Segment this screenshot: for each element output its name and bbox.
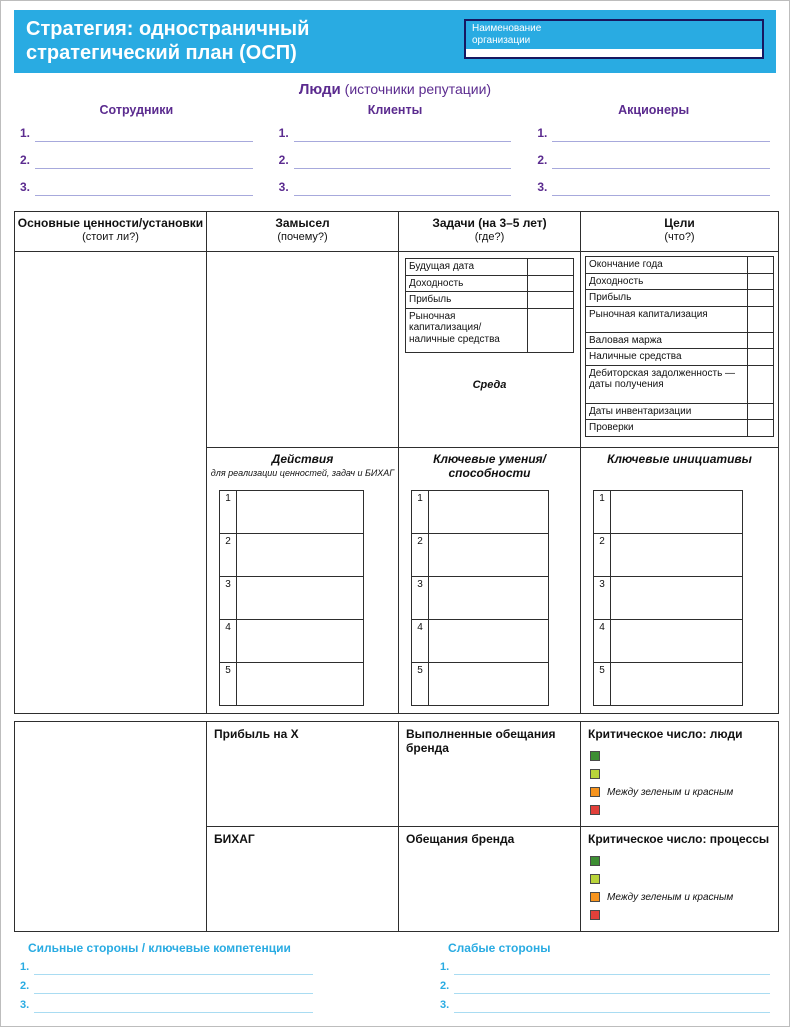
table-row — [412, 491, 549, 534]
kept-brand-promises-label: Выполненные обещания бренда — [406, 727, 556, 756]
line-number: 3. — [278, 180, 289, 194]
people-col-heading: Клиенты — [367, 103, 423, 117]
row-number: 3 — [412, 577, 429, 620]
table-row — [220, 491, 364, 534]
org-name-box — [464, 19, 764, 59]
row-number: 3 — [220, 577, 237, 620]
fill-in-line — [440, 999, 770, 1013]
table-row — [586, 349, 774, 366]
table-row — [594, 491, 743, 534]
target-label: Доходность — [406, 275, 528, 292]
people-col-employees — [20, 103, 253, 207]
fill-in-line — [440, 961, 770, 975]
targets-table — [405, 258, 574, 353]
skill-entry-cell[interactable] — [429, 534, 549, 577]
fill-in-line — [537, 153, 770, 169]
initiatives-area — [581, 448, 779, 714]
table-row — [594, 577, 743, 620]
table-row — [586, 365, 774, 403]
table-row — [586, 273, 774, 290]
target-value-cell[interactable] — [528, 259, 574, 276]
table-row — [586, 403, 774, 420]
action-entry-cell[interactable] — [237, 620, 364, 663]
table-row — [406, 308, 574, 352]
table-row — [412, 620, 549, 663]
blank-line[interactable] — [34, 980, 312, 994]
skill-entry-cell[interactable] — [429, 663, 549, 706]
metrics-grid — [14, 721, 779, 932]
traffic-note: Между зеленым и красным — [607, 891, 734, 903]
grid-header-row — [15, 212, 779, 252]
traffic-orange-icon — [590, 892, 600, 902]
col-subtitle: (стоит ли?) — [82, 230, 139, 243]
goal-value-cell[interactable] — [748, 306, 774, 332]
intent-area[interactable] — [207, 252, 399, 448]
goal-value-cell[interactable] — [748, 290, 774, 307]
col-title: Основные ценности/установки — [17, 216, 204, 230]
actions-heading — [207, 448, 398, 488]
strengths-heading: Сильные стороны / ключевые компетенции — [28, 941, 291, 955]
line-number: 2. — [278, 153, 289, 167]
initiatives-title: Ключевые инициативы — [607, 452, 752, 466]
blank-line[interactable] — [454, 961, 770, 975]
target-label: Будущая дата — [406, 259, 528, 276]
bhag-cell[interactable] — [207, 827, 399, 932]
fill-in-line — [20, 126, 253, 142]
core-values-area[interactable] — [15, 252, 207, 714]
blank-line[interactable] — [552, 126, 770, 142]
traffic-red-icon — [590, 910, 600, 920]
table-row — [412, 577, 549, 620]
line-number: 1. — [20, 961, 30, 973]
table-row — [594, 534, 743, 577]
skill-entry-cell[interactable] — [429, 577, 549, 620]
target-value-cell[interactable] — [528, 308, 574, 352]
skills-area — [399, 448, 581, 714]
line-number: 3. — [20, 180, 31, 194]
critical-number-process-label: Критическое число: процессы — [588, 832, 770, 846]
traffic-lights — [590, 852, 778, 924]
fill-in-line — [20, 153, 253, 169]
table-row — [586, 332, 774, 349]
brand-promises-label: Обещания бренда — [406, 832, 515, 846]
traffic-orange-icon — [590, 787, 600, 797]
col-title: Цели — [664, 216, 695, 230]
blank-line[interactable] — [454, 999, 770, 1013]
row-number: 5 — [412, 663, 429, 706]
traffic-light-green-icon — [590, 874, 600, 884]
line-number: 2. — [20, 980, 30, 992]
fill-in-line — [279, 180, 512, 196]
table-row — [586, 420, 774, 437]
goal-label: Дебиторская задолженность — даты получения — [586, 365, 748, 403]
metrics-blank-area[interactable] — [15, 722, 207, 932]
people-col-clients — [279, 103, 512, 207]
fill-in-line — [537, 180, 770, 196]
profit-per-x-cell[interactable] — [207, 722, 399, 827]
goal-label: Доходность — [586, 273, 748, 290]
goal-label: Даты инвентаризации — [586, 403, 748, 420]
table-row — [406, 259, 574, 276]
skills-heading — [399, 448, 580, 488]
goals-area — [581, 252, 779, 448]
action-entry-cell[interactable] — [237, 577, 364, 620]
col-subtitle: (что?) — [664, 230, 695, 243]
action-entry-cell[interactable] — [237, 491, 364, 534]
people-col-shareholders — [537, 103, 770, 207]
row-number: 4 — [412, 620, 429, 663]
traffic-lights — [590, 747, 778, 819]
goal-label: Проверки — [586, 420, 748, 437]
row-number: 1 — [412, 491, 429, 534]
target-label: Прибыль — [406, 292, 528, 309]
goal-label: Прибыль — [586, 290, 748, 307]
swot-section — [14, 941, 776, 1018]
skills-table — [411, 490, 549, 706]
brand-promises-cell[interactable] — [399, 827, 581, 932]
table-row — [220, 577, 364, 620]
fill-in-line — [279, 153, 512, 169]
traffic-red-icon — [590, 805, 600, 815]
blank-line[interactable] — [34, 961, 312, 975]
action-entry-cell[interactable] — [237, 534, 364, 577]
profit-per-x-label: Прибыль на X — [214, 727, 299, 741]
fill-in-line — [20, 980, 313, 994]
weaknesses-heading: Слабые стороны — [448, 941, 551, 955]
fill-in-line — [20, 180, 253, 196]
row-number: 5 — [220, 663, 237, 706]
goal-value-cell[interactable] — [748, 332, 774, 349]
line-number: 1. — [537, 126, 548, 140]
critical-number-people-cell — [581, 722, 779, 827]
goal-value-cell[interactable] — [748, 349, 774, 366]
target-label: Рыночная капитализация/ наличные средства — [406, 308, 528, 352]
row-number: 5 — [594, 663, 611, 706]
people-col-heading: Акционеры — [618, 103, 690, 117]
sandbox-label: Среда — [472, 378, 507, 391]
people-title-bold: Люди — [298, 81, 341, 98]
kept-brand-promises-cell[interactable] — [399, 722, 581, 827]
initiative-entry-cell[interactable] — [611, 534, 743, 577]
goal-label: Валовая маржа — [586, 332, 748, 349]
blank-line[interactable] — [35, 126, 253, 142]
table-row — [586, 306, 774, 332]
table-row — [220, 663, 364, 706]
header-bar — [14, 10, 776, 73]
org-name-input[interactable] — [466, 49, 762, 57]
row-number: 2 — [594, 534, 611, 577]
row-number: 1 — [594, 491, 611, 534]
line-number: 1. — [440, 961, 450, 973]
table-row — [412, 663, 549, 706]
critical-number-people-label: Критическое число: люди — [588, 727, 743, 741]
bhag-label: БИХАГ — [214, 832, 255, 846]
col-title: Замысел — [275, 216, 330, 230]
goal-value-cell[interactable] — [748, 420, 774, 437]
fill-in-line — [279, 126, 512, 142]
initiatives-table — [593, 490, 743, 706]
goals-table — [585, 256, 774, 437]
goal-label: Наличные средства — [586, 349, 748, 366]
table-row — [594, 620, 743, 663]
col-header-intent — [207, 212, 399, 252]
blank-line[interactable] — [294, 153, 512, 169]
goal-value-cell[interactable] — [748, 365, 774, 403]
table-row — [586, 290, 774, 307]
col-header-targets — [399, 212, 581, 252]
blank-line[interactable] — [552, 153, 770, 169]
target-value-cell[interactable] — [528, 275, 574, 292]
row-number: 2 — [220, 534, 237, 577]
col-subtitle: (где?) — [474, 230, 505, 243]
table-row — [406, 275, 574, 292]
initiative-entry-cell[interactable] — [611, 663, 743, 706]
table-row — [220, 534, 364, 577]
table-row — [220, 620, 364, 663]
skill-entry-cell[interactable] — [429, 491, 549, 534]
actions-table — [219, 490, 364, 706]
line-number: 3. — [440, 999, 450, 1011]
traffic-light-green-icon — [590, 769, 600, 779]
initiative-entry-cell[interactable] — [611, 491, 743, 534]
line-number: 1. — [20, 126, 31, 140]
org-name-label: Наименование организации — [472, 23, 542, 46]
target-value-cell[interactable] — [528, 292, 574, 309]
row-number: 2 — [412, 534, 429, 577]
traffic-note: Между зеленым и красным — [607, 786, 734, 798]
people-col-heading: Сотрудники — [99, 103, 174, 117]
goal-label: Рыночная капитализация — [586, 306, 748, 332]
line-number: 3. — [537, 180, 548, 194]
weaknesses-block — [440, 941, 770, 1018]
blank-line[interactable] — [35, 153, 253, 169]
page-title-rest: одностраничный стратегический план (ОСП) — [26, 18, 310, 65]
page-title — [26, 17, 366, 66]
row-number: 1 — [220, 491, 237, 534]
initiative-entry-cell[interactable] — [611, 577, 743, 620]
col-subtitle: (почему?) — [277, 230, 328, 243]
line-number: 2. — [537, 153, 548, 167]
table-row — [412, 534, 549, 577]
critical-number-process-cell — [581, 827, 779, 932]
people-section — [14, 81, 776, 207]
row-number: 4 — [594, 620, 611, 663]
actions-area — [207, 448, 399, 714]
blank-line[interactable] — [35, 180, 253, 196]
traffic-green-icon — [590, 751, 600, 761]
blank-line[interactable] — [294, 126, 512, 142]
initiative-entry-cell[interactable] — [611, 620, 743, 663]
table-row — [406, 292, 574, 309]
initiatives-heading — [581, 448, 778, 488]
col-header-core-values — [15, 212, 207, 252]
actions-title: Действия — [271, 452, 334, 466]
fill-in-line — [537, 126, 770, 142]
col-title: Задачи (на 3–5 лет) — [432, 216, 547, 230]
row-number: 4 — [220, 620, 237, 663]
strengths-block — [20, 941, 313, 1018]
blank-line[interactable] — [454, 980, 770, 994]
people-title — [14, 81, 776, 98]
targets-area — [399, 252, 581, 448]
page-title-bold: Стратегия: — [26, 18, 134, 40]
traffic-green-icon — [590, 856, 600, 866]
row-number: 3 — [594, 577, 611, 620]
skill-entry-cell[interactable] — [429, 620, 549, 663]
table-row — [594, 663, 743, 706]
blank-line[interactable] — [294, 180, 512, 196]
goal-value-cell[interactable] — [748, 273, 774, 290]
line-number: 3. — [20, 999, 30, 1011]
fill-in-line — [20, 961, 313, 975]
line-number: 2. — [440, 980, 450, 992]
fill-in-line — [440, 980, 770, 994]
blank-line[interactable] — [552, 180, 770, 196]
fill-in-line — [20, 999, 313, 1013]
table-row — [586, 257, 774, 274]
action-entry-cell[interactable] — [237, 663, 364, 706]
goal-value-cell[interactable] — [748, 257, 774, 274]
strategy-grid — [14, 211, 779, 714]
blank-line[interactable] — [34, 999, 312, 1013]
goal-value-cell[interactable] — [748, 403, 774, 420]
skills-title: Ключевые умения/ способности — [433, 452, 546, 480]
line-number: 2. — [20, 153, 31, 167]
line-number: 1. — [278, 126, 289, 140]
goal-label: Окончание года — [586, 257, 748, 274]
col-header-goals — [581, 212, 779, 252]
people-title-rest: (источники репутации) — [340, 81, 492, 97]
actions-subtitle: для реализации ценностей, задач и БИХАГ — [210, 467, 395, 478]
